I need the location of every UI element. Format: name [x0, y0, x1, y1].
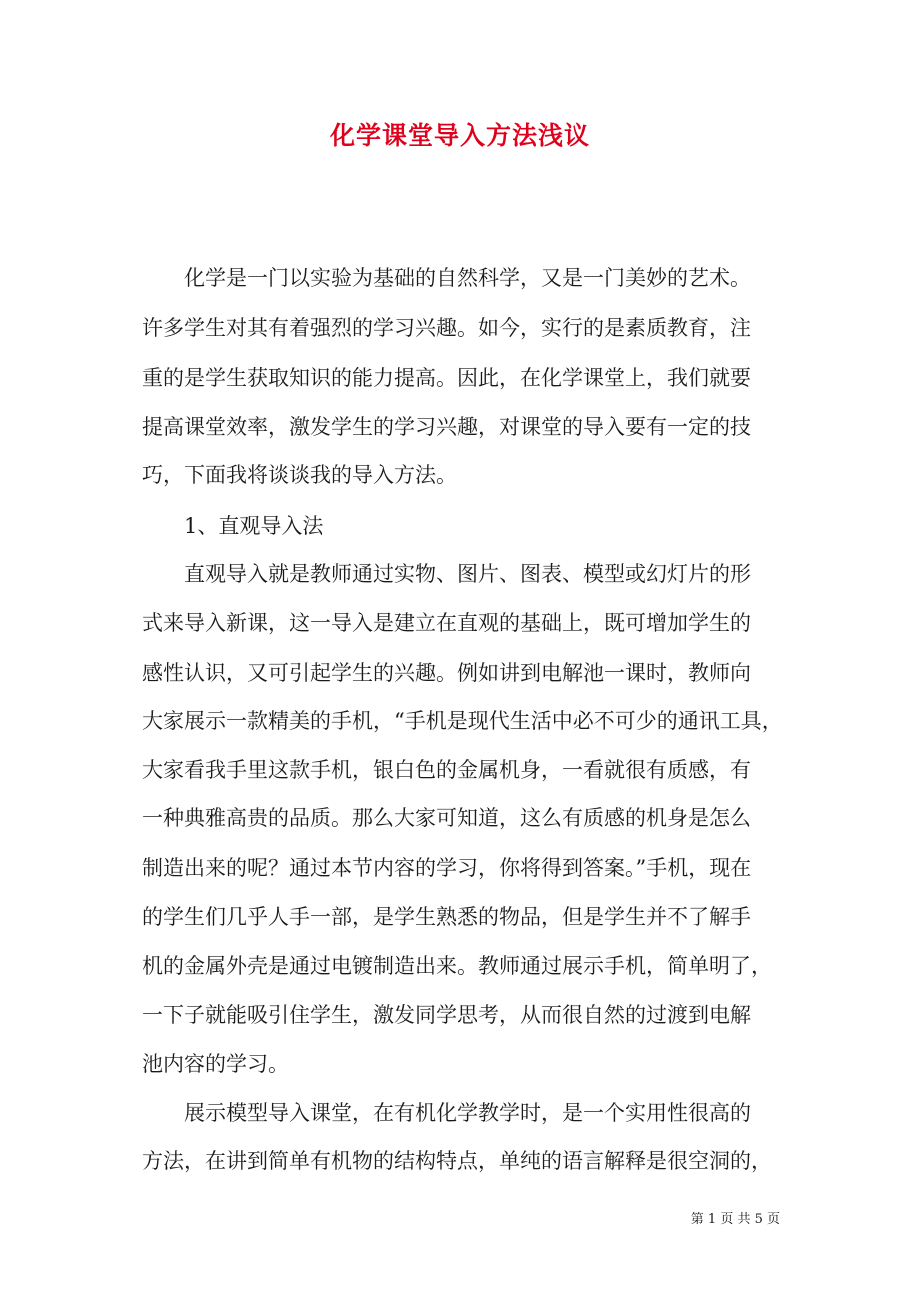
- paragraph-line: 重的是学生获取知识的能力提高。因此，在化学课堂上，我们就要: [142, 366, 751, 390]
- paragraph-line: 直观导入就是教师通过实物、图片、图表、模型或幻灯片的形: [184, 562, 751, 586]
- document-title: 化学课堂导入方法浅议: [329, 121, 590, 150]
- section-heading: 1、直观导入法: [184, 514, 324, 538]
- paragraph-line: 机的金属外壳是通过电镀制造出来。教师通过展示手机，简单明了，: [142, 954, 772, 978]
- paragraph-line: 一种典雅高贵的品质。那么大家可知道，这么有质感的机身是怎么: [142, 806, 751, 830]
- paragraph-line: 式来导入新课，这一导入是建立在直观的基础上，既可增加学生的: [142, 611, 751, 635]
- paragraph-line: 池内容的学习。: [142, 1052, 289, 1076]
- paragraph-line: 化学是一门以实验为基础的自然科学，又是一门美妙的艺术。: [184, 266, 751, 290]
- paragraph-line: 大家看我手里这款手机，银白色的金属机身，一看就很有质感，有: [142, 758, 751, 782]
- page-number: 第 1 页 共 5 页: [690, 1212, 780, 1227]
- paragraph-line: 提高课堂效率，激发学生的学习兴趣，对课堂的导入要有一定的技: [142, 415, 751, 439]
- paragraph-line: 一下子就能吸引住学生，激发同学思考，从而很自然的过渡到电解: [142, 1003, 751, 1027]
- paragraph-line: 制造出来的呢？通过本节内容的学习，你将得到答案。”手机，现在: [142, 856, 752, 880]
- paragraph-line: 许多学生对其有着强烈的学习兴趣。如今，实行的是素质教育，注: [142, 316, 751, 340]
- paragraph-line: 的学生们几乎人手一部，是学生熟悉的物品，但是学生并不了解手: [142, 905, 751, 929]
- paragraph-line: 巧，下面我将谈谈我的导入方法。: [142, 463, 457, 487]
- paragraph-line: 感性认识，又可引起学生的兴趣。例如讲到电解池一课时，教师向: [142, 661, 751, 685]
- paragraph-line: 展示模型导入课堂，在有机化学教学时，是一个实用性很高的: [184, 1101, 751, 1125]
- paragraph-line: 大家展示一款精美的手机，“手机是现代生活中必不可少的通讯工具，: [142, 709, 783, 733]
- paragraph-line: 方法，在讲到简单有机物的结构特点，单纯的语言解释是很空洞的，: [142, 1149, 772, 1173]
